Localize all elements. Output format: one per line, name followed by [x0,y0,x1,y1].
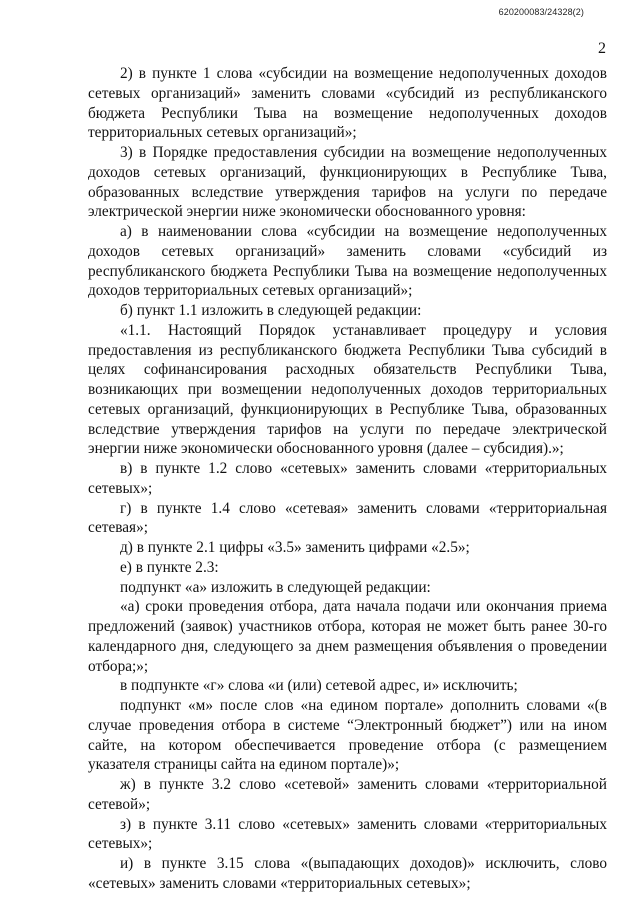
page-number: 2 [598,40,606,57]
paragraph-2: 2) в пункте 1 слова «субсидии на возмещение недополученных доходов сетевых организаций» заменить словами «субсидий из республиканского бюджета Республики Тыва на возмещение недополученных доходов территориальных сетевых организаций»; [88,65,607,142]
subparagraph-m: подпункт «м» после слов «на едином портале» дополнить словами «(в случае проведения отбора в системе “Электронный бюджет”) или на ином сайте, на котором обеспечивается проведение отбора (с размещением указателя страницы сайта на едином портале)»; [88,697,607,774]
subparagraph-a-intro: подпункт «а» изложить в следующей редакции: [120,578,431,596]
paragraph-1-1-text: «1.1. Настоящий Порядок устанавливает процедуру и условия предоставления из республиканского бюджета Республики Тыва субсидий в целях софинансирования расходных обязательств Республики Тыва, возникающих при возмещении недополученных доходов территориальных сетевых организаций, функционирующих в Республике Тыва, образованных вследствие утверждения тарифов на услуги по передаче электрической энергии ниже экономически обоснованного уровня (далее – субсидия).»; [88,321,607,458]
document-body [88,64,607,894]
paragraph-3: 3) в Порядке предоставления субсидии на возмещение недополученных доходов сетевых организаций, функционирующих в Республике Тыва, образованных вследствие утверждения тарифов на услуги по передаче электрической энергии ниже экономически обоснованного уровня: [88,144,607,221]
paragraph-3z: з) в пункте 3.11 слово «сетевых» заменить словами «территориальных сетевых»; [88,815,607,853]
paragraph-3i: и) в пункте 3.15 слова «(выпадающих доходов)» исключить, слово «сетевых» заменить словами «территориальных сетевых»; [88,855,607,892]
paragraph-3b: б) пункт 1.1 изложить в следующей редакции: [120,302,422,319]
paragraph-3e: е) в пункте 2.3: [120,558,219,576]
paragraph-3d: д) в пункте 2.1 цифры «3.5» заменить цифрами «2.5»; [120,539,470,556]
paragraph-3g: г) в пункте 1.4 слово «сетевая» заменить словами «территориальная сетевая»; [88,499,607,537]
subparagraph-a-text: «а) сроки проведения отбора, дата начала подачи или окончания приема предложений (заявок) участников отбора, которая не может быть ранее 30-го календарного дня, следующего за днем размещения объявления о проведении отбора;»; [88,598,607,675]
paragraph-3v: в) в пункте 1.2 слово «сетевых» заменить словами «территориальных сетевых»; [88,460,607,497]
subparagraph-g: в подпункте «г» слова «и (или) сетевой адрес, и» исключить; [120,677,518,695]
document-code: 620200083/24328(2) [498,7,584,17]
paragraph-3zh: ж) в пункте 3.2 слово «сетевой» заменить словами «территориальной сетевой»; [88,776,607,813]
paragraph-3a: а) в наименовании слова «субсидии на возмещение недополученных доходов сетевых организаций» заменить словами «субсидий из республиканского бюджета Республики Тыва на возмещение недополученных доходов территориальных сетевых организаций»; [88,223,607,300]
